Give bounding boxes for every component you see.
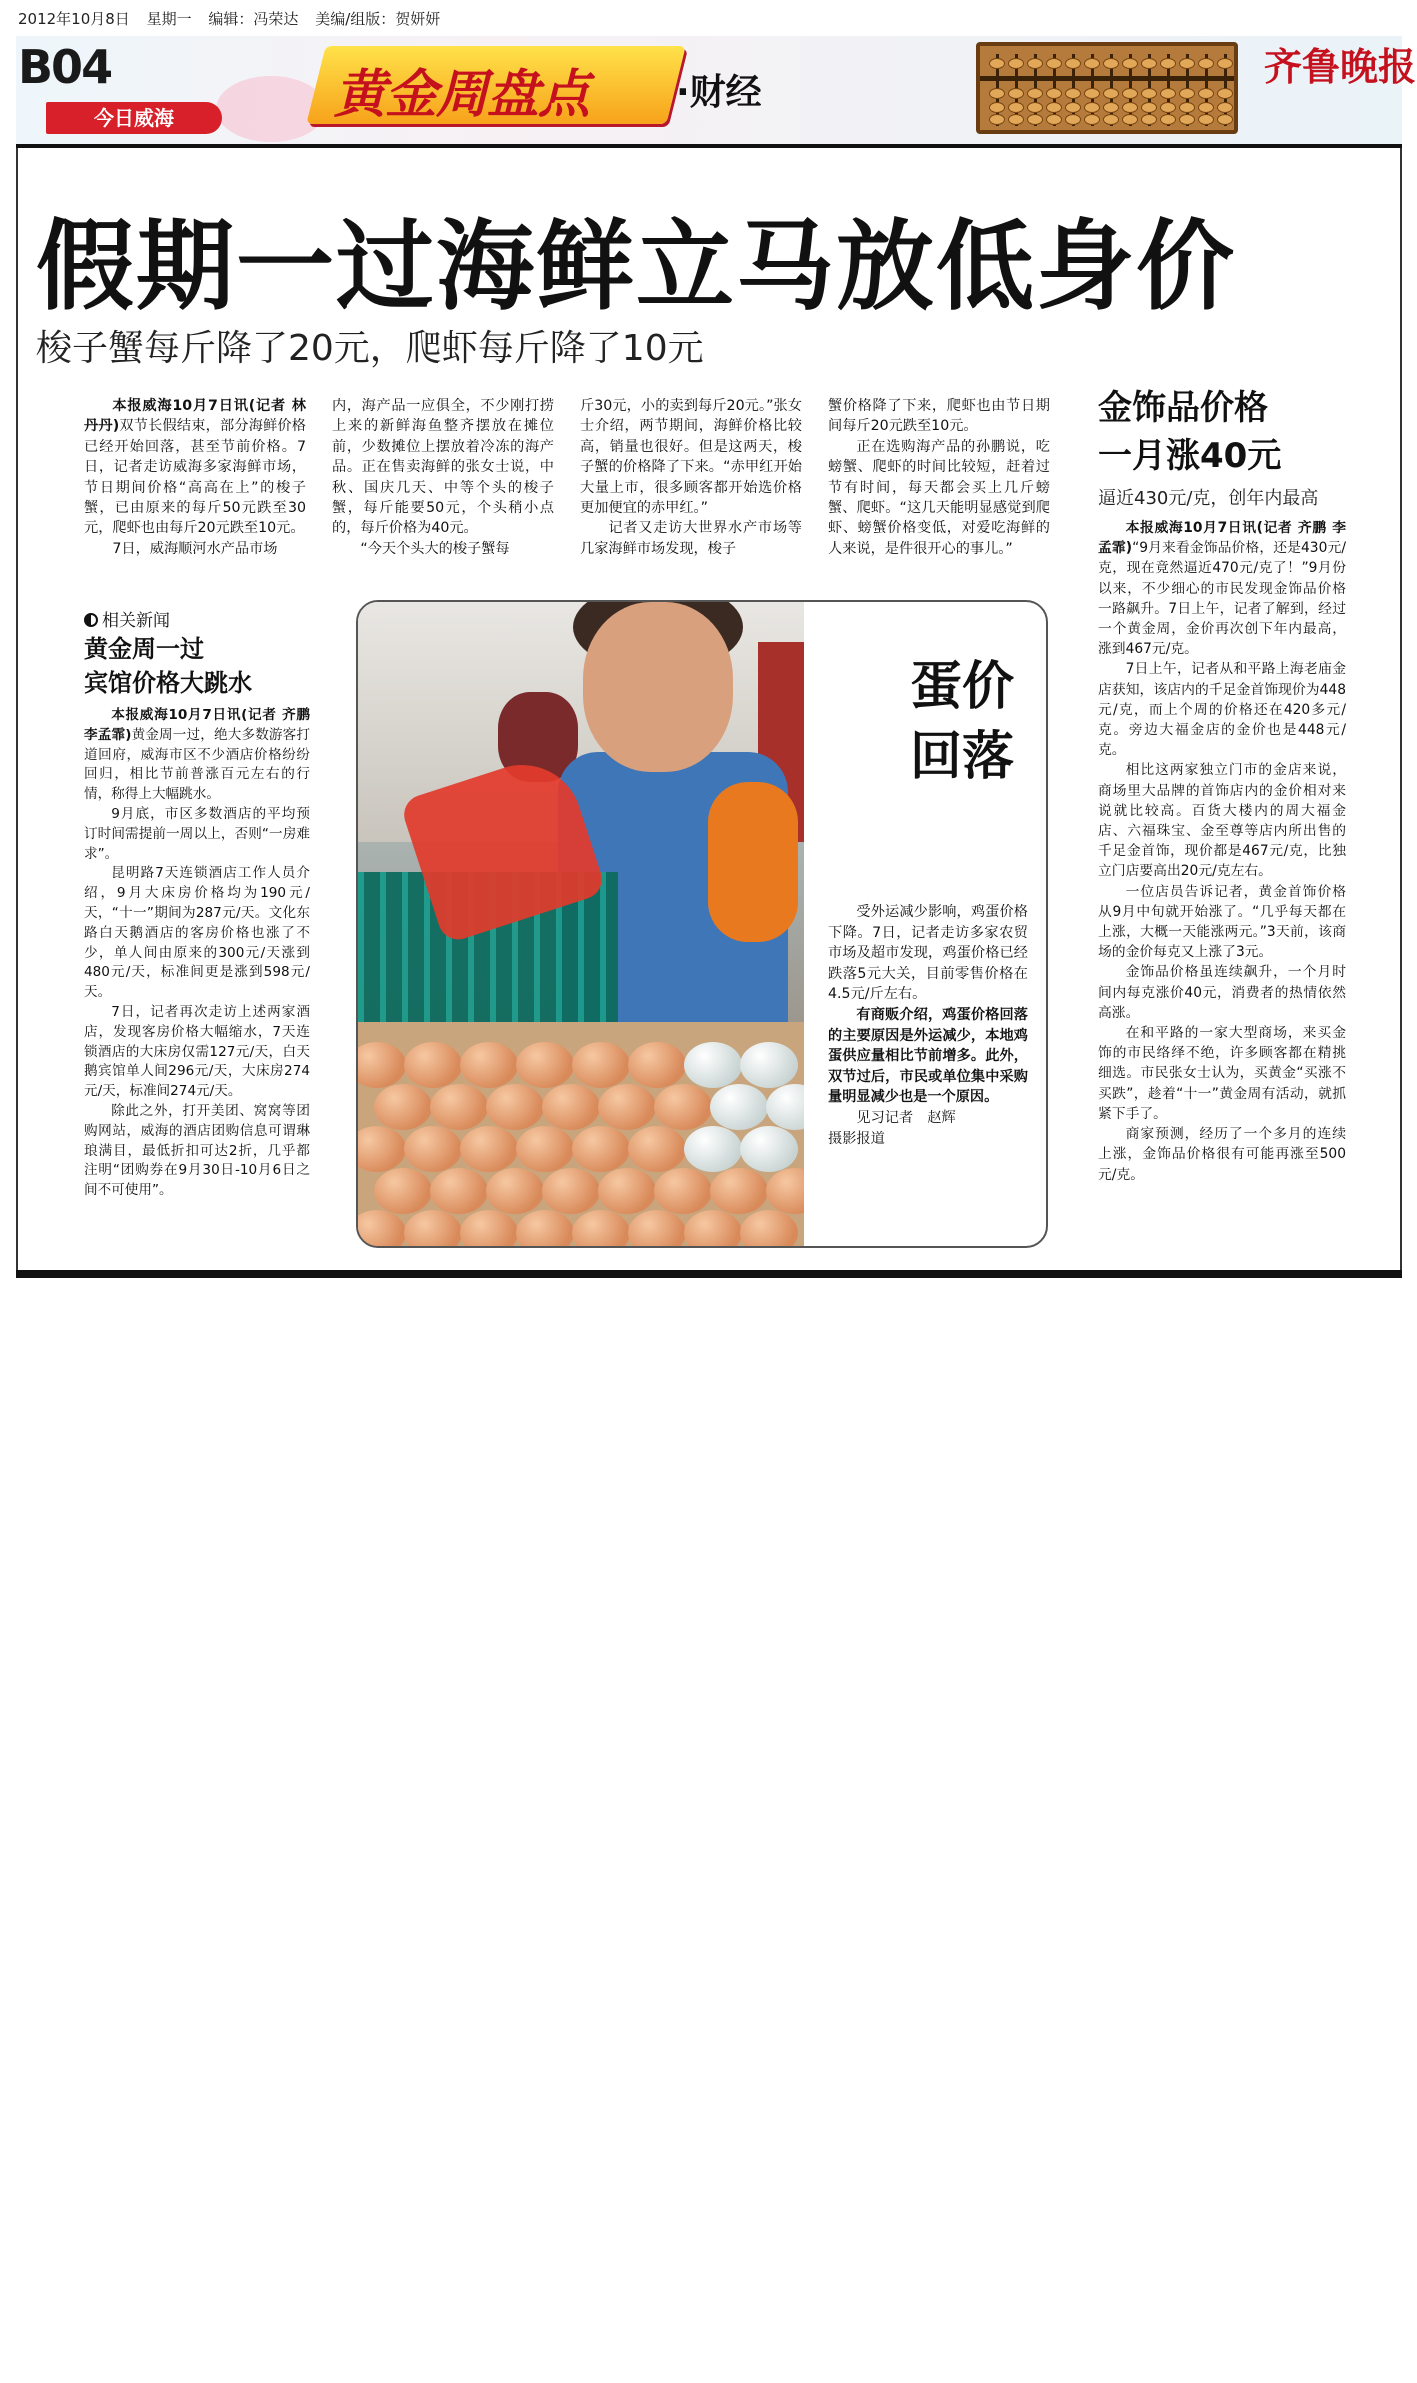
egg-shape (572, 1042, 630, 1088)
column-title-text: 黄金周盘点 (334, 65, 590, 125)
egg-shape (460, 1126, 518, 1172)
abacus-bead (1065, 88, 1081, 99)
egg-shape (710, 1168, 768, 1214)
abacus-bead (1084, 102, 1100, 113)
egg-shape (516, 1126, 574, 1172)
egg-shape (486, 1084, 544, 1130)
abacus-bead (1008, 114, 1024, 125)
egg-shape (654, 1168, 712, 1214)
egg-shape (740, 1210, 798, 1248)
lead-column-2 (332, 396, 554, 559)
abacus-bead (1027, 58, 1043, 69)
headline: 假期一过海鲜立马放低身价 (36, 210, 1237, 324)
abacus-bead (1198, 88, 1214, 99)
issue-meta-line (18, 8, 452, 29)
abacus-bead (1065, 58, 1081, 69)
related-para-4: 7日，记者再次走访上述两家酒店，发现客房价格大幅缩水，7天连锁酒店的大床房仅需127元/天，白天鹅宾馆单人间296元/天，大床房274元/天，标准间274元/天。 (84, 1003, 310, 1100)
abacus-bead (1160, 114, 1176, 125)
abacus-bead (1027, 102, 1043, 113)
abacus-bead (1103, 102, 1119, 113)
egg-shape (542, 1084, 600, 1130)
lead-col2-para-1: 内，海产品一应俱全，不少刚打捞上来的新鲜海鱼整齐摆放在摊位前，少数摊位上摆放着冷冻的海产品。正在售卖海鲜的张女士说，中秋、国庆几天、中等个头的梭子蟹，每斤能要50元，个头稍小点的，每斤价格为40元。 (332, 398, 554, 537)
abacus-bead (1046, 88, 1062, 99)
abacus-bead (1027, 114, 1043, 125)
lead-column-4 (828, 396, 1050, 559)
gold-para-5: 金饰品价格虽连续飙升，一个月时间内每克涨价40元，消费者的热情依然高涨。 (1098, 964, 1346, 1021)
abacus-bead (1179, 88, 1195, 99)
abacus-bead (1027, 88, 1043, 99)
abacus-bead (1179, 58, 1195, 69)
abacus-bead (1103, 58, 1119, 69)
egg-shape (430, 1168, 488, 1214)
lead-col2-para-2: “今天个头大的梭子蟹每 (360, 540, 510, 557)
issue-designer: 美编/组版：贺妍妍 (315, 10, 441, 28)
abacus-bead (1141, 88, 1157, 99)
footer-rule (16, 1270, 1402, 1278)
egg-para-1: 受外运减少影响，鸡蛋价格下降。7日，记者走访多家农贸市场及超市发现，鸡蛋价格已经跌落5元大关，目前零售价格在4.5元/斤左右。 (828, 904, 1028, 1003)
column-title-sub: ·财经 (676, 72, 762, 113)
abacus-bead (989, 88, 1005, 99)
related-para-5: 除此之外，打开美团、窝窝等团购网站，威海的酒店团购信息可谓琳琅满目，最低折扣可达2折，几乎都注明“团购券在9月30日-10月6日之间不可使用”。 (84, 1102, 310, 1199)
lead-col1-para-1: 本报威海10月7日讯(记者 林丹丹)双节长假结束，部分海鲜价格已经开始回落，甚至节前价格。7日，记者走访威海多家海鲜市场，节日期间价格“高高在上”的梭子蟹，已由原来的每斤50元跌至30元，爬虾也由每斤20元跌至10元。 (84, 398, 306, 537)
egg-shape (374, 1084, 432, 1130)
egg-shape (404, 1126, 462, 1172)
abacus-bead (1103, 114, 1119, 125)
abacus-bead (1084, 58, 1100, 69)
abacus-bead (1160, 88, 1176, 99)
half-circle-icon (84, 613, 98, 627)
abacus-bead (1217, 58, 1233, 69)
gold-para-4: 一位店员告诉记者，黄金首饰价格从9月中旬就开始涨了。“几乎每天都在上涨，大概一天能涨两元。”3天前，该商场的金价每克又上涨了3元。 (1098, 883, 1346, 961)
abacus-bead (1122, 102, 1138, 113)
egg-shape (374, 1168, 432, 1214)
issue-editor: 编辑：冯荣达 (208, 10, 299, 28)
egg-shape (542, 1168, 600, 1214)
newspaper-logo: 齐鲁晚报 (1264, 44, 1417, 89)
egg-shape (486, 1168, 544, 1214)
egg-shape (628, 1210, 686, 1248)
lead-col4-para-1: 蟹价格降了下来，爬虾也由节日期间每斤20元跌至10元。 (828, 398, 1050, 435)
egg-shape (710, 1084, 768, 1130)
egg-shape (684, 1042, 742, 1088)
abacus-bead (1141, 114, 1157, 125)
abacus-bead (989, 58, 1005, 69)
egg-shape (598, 1084, 656, 1130)
abacus-bead (1217, 88, 1233, 99)
section-tab: 今日威海 (46, 102, 222, 134)
abacus-bead (1103, 88, 1119, 99)
abacus-bead (1046, 102, 1062, 113)
egg-shape (628, 1126, 686, 1172)
egg-vendor-photo (358, 602, 804, 1248)
abacus-bead (1084, 114, 1100, 125)
abacus-bead (1160, 102, 1176, 113)
issue-weekday: 星期一 (146, 10, 192, 28)
abacus-bead (1198, 102, 1214, 113)
gold-price-title: 金饰品价格 一月涨40元 (1098, 388, 1282, 476)
gold-price-deck: 逼近430元/克，创年内最高 (1098, 488, 1319, 509)
page-code: B04 (18, 40, 112, 94)
related-para-2: 9月底，市区多数酒店的平均预订时间需提前一周以上，否则“一房难求”。 (84, 805, 310, 862)
abacus-bead (1141, 58, 1157, 69)
egg-shape (740, 1042, 798, 1088)
egg-photo-credit: 摄影报道 (828, 1130, 885, 1147)
related-news-body (84, 706, 310, 1201)
egg-shape (460, 1210, 518, 1248)
egg-shape (684, 1210, 742, 1248)
abacus-bead (1179, 114, 1195, 125)
abacus-bead (1141, 102, 1157, 113)
lead-col4-para-2: 正在选购海产品的孙鹏说，吃螃蟹、爬虾的时间比较短，赶着过节有时间，每天都会买上几斤螃蟹、爬虾。“这几天能明显感觉到爬虾、螃蟹价格变低，对爱吃海鲜的人来说，是件很开心的事儿。” (828, 438, 1050, 557)
abacus-bead (1084, 88, 1100, 99)
page-header (16, 36, 1417, 144)
abacus-bead (1065, 102, 1081, 113)
related-news-title: 黄金周一过 宾馆价格大跳水 (84, 635, 252, 697)
egg-shape (684, 1126, 742, 1172)
abacus-bead (1217, 102, 1233, 113)
abacus-bead (1122, 114, 1138, 125)
abacus-bead (1217, 114, 1233, 125)
issue-date: 2012年10月8日 (18, 10, 130, 28)
egg-shape (572, 1210, 630, 1248)
abacus-bead (1046, 58, 1062, 69)
abacus-bead (1008, 58, 1024, 69)
gold-para-3: 相比这两家独立门市的金店来说，商场里大品牌的首饰店内的金价相对来说就比较高。百货大楼内的周大福金店、六福珠宝、金至尊等店内所出售的千足金首饰，现价都是467元/克，比独立门店要高出20元/克左右。 (1098, 762, 1346, 880)
gold-para-2: 7日上午，记者从和平路上海老庙金店获知，该店内的千足金首饰现价为448元/克，而上个周的价格还在420多元/克。旁边大福金店的金价也是448元/克。 (1098, 661, 1346, 759)
gold-para-1: 本报威海10月7日讯(记者 齐鹏 李孟霏)“9月来看金饰品价格，还是430元/克，现在竟然逼近470元/克了！”9月份以来，不少细心的市民发现金饰品价格一路飙升。7日上午，记者了解到，经过一个黄金周，金价再次创下年内最高，涨到467元/克。 (1098, 520, 1346, 658)
lead-column-3 (580, 396, 802, 559)
egg-shape (404, 1042, 462, 1088)
gold-para-7: 商家预测，经历了一个多月的连续上涨，金饰品价格很有可能再涨至500元/克。 (1098, 1126, 1346, 1183)
egg-byline: 见习记者 赵辉 (856, 1109, 956, 1126)
lead-col1-para-2: 7日，威海顺河水产品市场 (112, 540, 278, 557)
egg-shape (516, 1210, 574, 1248)
lead-col3-para-1: 斤30元，小的卖到每斤20元。”张女士介绍，两节期间，海鲜价格比较高，销量也很好。但是这两天，梭子蟹的价格降了下来。“赤甲红开始大量上市，很多顾客都开始选价格更加便宜的赤甲红。” (580, 398, 802, 517)
abacus-bead (1046, 114, 1062, 125)
related-news-tag: 相关新闻 (84, 606, 170, 631)
egg-shape (740, 1126, 798, 1172)
abacus-bead (1179, 102, 1195, 113)
egg-shape (460, 1042, 518, 1088)
egg-shape (430, 1084, 488, 1130)
egg-shape (654, 1084, 712, 1130)
abacus-bead (1198, 114, 1214, 125)
egg-shape (516, 1042, 574, 1088)
abacus-bead (1008, 88, 1024, 99)
abacus-bead (1122, 88, 1138, 99)
egg-price-title: 蛋价 回落 (910, 657, 1015, 787)
column-title (316, 46, 762, 126)
lead-col3-para-2: 记者又走访大世界水产市场等几家海鲜市场发现，梭子 (580, 520, 802, 557)
abacus-bead (1122, 58, 1138, 69)
gold-para-6: 在和平路的一家大型商场，来买金饰的市民络绎不绝，许多顾客都在精挑细选。市民张女士认为，买黄金“买涨不买跌”，趁着“十一”黄金周有活动，就抓紧下手了。 (1098, 1025, 1346, 1122)
abacus-bead (1008, 102, 1024, 113)
egg-price-box (356, 600, 1048, 1248)
abacus-bead (1065, 114, 1081, 125)
related-para-3: 昆明路7天连锁酒店工作人员介绍，9月大床房价格均为190元/天，“十一”期间为287元/天。文化东路白天鹅酒店的客房价格也涨了不少，单人间由原来的300元/天涨到480元/天，标准间更是涨到598元/天。 (84, 865, 310, 1001)
lead-column-1 (84, 396, 306, 559)
abacus-bead (989, 102, 1005, 113)
egg-shape (628, 1042, 686, 1088)
abacus-bead (1198, 58, 1214, 69)
subheadline: 梭子蟹每斤降了20元，爬虾每斤降了10元 (36, 328, 704, 369)
egg-shape (572, 1126, 630, 1172)
abacus-bead (1160, 58, 1176, 69)
egg-shape (404, 1210, 462, 1248)
egg-shape (598, 1168, 656, 1214)
gold-price-body (1098, 518, 1346, 1185)
abacus-bead (989, 114, 1005, 125)
related-para-1: 本报威海10月7日讯(记者 齐鹏 李孟霏)黄金周一过，绝大多数游客打道回府，威海市区不少酒店价格纷纷回归，相比节前普涨百元左右的行情，称得上大幅跳水。 (84, 707, 310, 803)
abacus-icon (976, 42, 1238, 134)
egg-para-2: 有商贩介绍，鸡蛋价格回落的主要原因是外运减少，本地鸡蛋供应量相比节前增多。此外，双节过后，市民或单位集中采购量明显减少也是一个原因。 (828, 1006, 1028, 1106)
egg-price-body (828, 902, 1028, 1149)
